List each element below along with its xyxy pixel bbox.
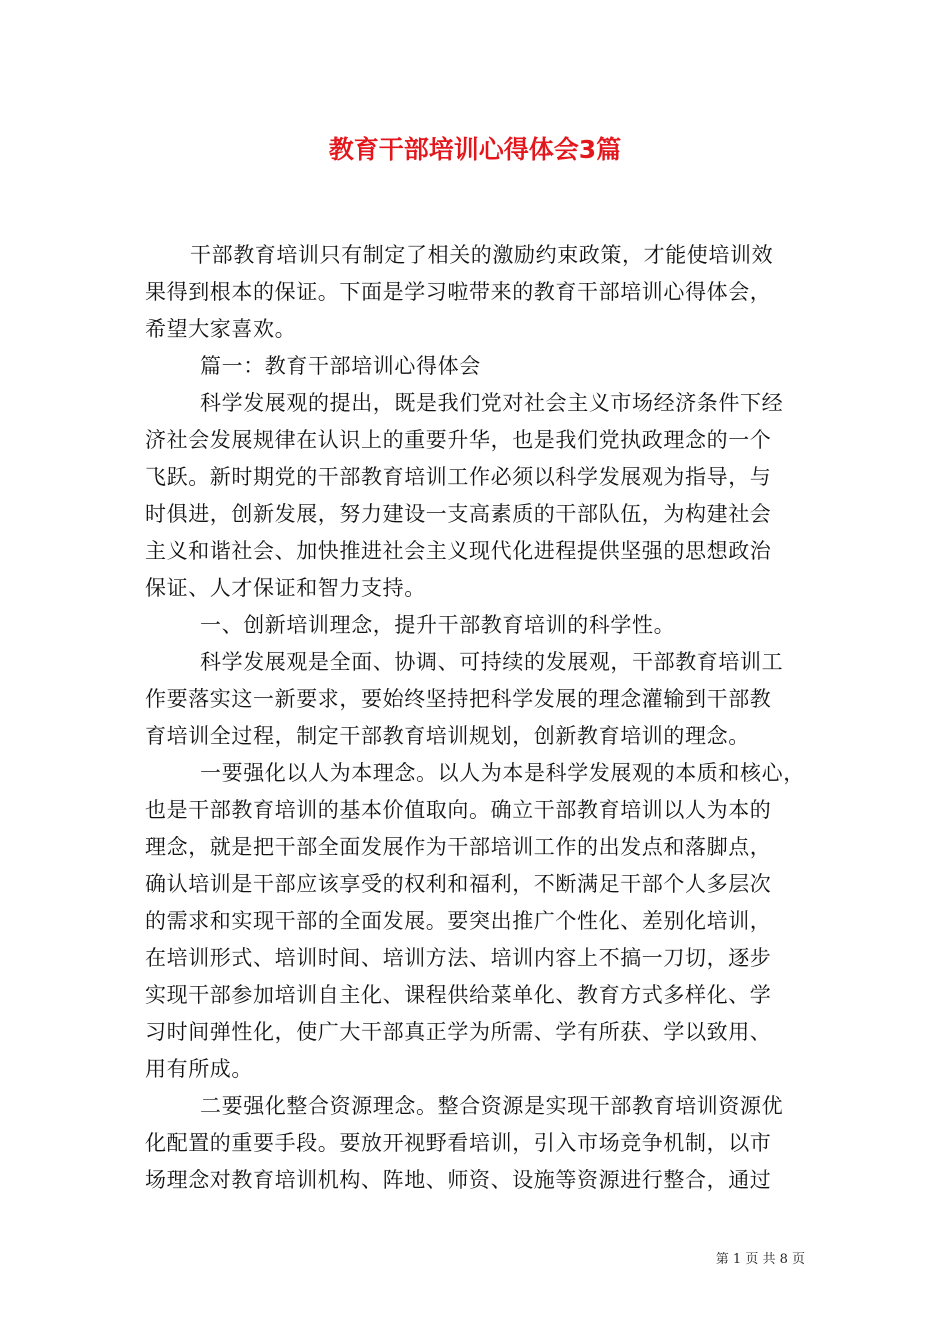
text-line: 场理念对教育培训机构、阵地、师资、设施等资源进行整合，通过 [145, 1168, 772, 1192]
text-line: 二要强化整合资源理念。整合资源是实现干部教育培训资源优 [200, 1094, 784, 1118]
text-line: 科学发展观是全面、协调、可持续的发展观，干部教育培训工 [200, 650, 784, 674]
text-line: 作要落实这一新要求，要始终坚持把科学发展的理念灌输到干部教 [145, 687, 772, 711]
paragraph [145, 385, 825, 607]
text-line: 科学发展观的提出，既是我们党对社会主义市场经济条件下经 [200, 391, 784, 415]
page-number: 第 1 页 共 8 页 [715, 1252, 805, 1267]
text-line: 保证、人才保证和智力支持。 [145, 576, 426, 600]
text-line: 也是干部教育培训的基本价值取向。确立干部教育培训以人为本的 [145, 798, 772, 822]
document-title: 教育干部培训心得体会3篇 [328, 135, 622, 164]
paragraph [145, 755, 825, 1088]
text-line: 化配置的重要手段。要放开视野看培训，引入市场竞争机制，以市 [145, 1131, 772, 1155]
paragraph [145, 607, 825, 644]
text-line: 习时间弹性化，使广大干部真正学为所需、学有所获、学以致用、 [145, 1020, 772, 1044]
text-line: 一要强化以人为本理念。以人为本是科学发展观的本质和核心， [200, 761, 805, 785]
text-line: 的需求和实现干部的全面发展。要突出推广个性化、差别化培训， [145, 909, 772, 933]
text-line: 希望大家喜欢。 [145, 317, 297, 341]
text-line: 飞跃。新时期党的干部教育培训工作必须以科学发展观为指导，与 [145, 465, 772, 489]
text-line: 实现干部参加培训自主化、课程供给菜单化、教育方式多样化、学 [145, 983, 772, 1007]
text-line: 济社会发展规律在认识上的重要升华，也是我们党执政理念的一个 [145, 428, 772, 452]
paragraph [145, 348, 825, 385]
paragraph [145, 1088, 825, 1199]
text-line: 时俱进，创新发展，努力建设一支高素质的干部队伍，为构建社会 [145, 502, 772, 526]
document-body [145, 237, 825, 1199]
text-line: 干部教育培训只有制定了相关的激励约束政策，才能使培训效 [190, 243, 774, 267]
text-line: 用有所成。 [145, 1057, 253, 1081]
paragraph [145, 237, 825, 348]
text-line: 果得到根本的保证。下面是学习啦带来的教育干部培训心得体会， [145, 280, 772, 304]
text-line: 主义和谐社会、加快推进社会主义现代化进程提供坚强的思想政治 [145, 539, 772, 563]
paragraph [145, 644, 825, 755]
text-line: 育培训全过程，制定干部教育培训规划，创新教育培训的理念。 [145, 724, 750, 748]
text-line: 确认培训是干部应该享受的权利和福利，不断满足干部个人多层次 [145, 872, 772, 896]
text-line: 理念，就是把干部全面发展作为干部培训工作的出发点和落脚点， [145, 835, 772, 859]
text-line: 一、创新培训理念，提升干部教育培训的科学性。 [200, 613, 676, 637]
text-line: 篇一：教育干部培训心得体会 [200, 354, 481, 378]
text-line: 在培训形式、培训时间、培训方法、培训内容上不搞一刀切，逐步 [145, 946, 772, 970]
